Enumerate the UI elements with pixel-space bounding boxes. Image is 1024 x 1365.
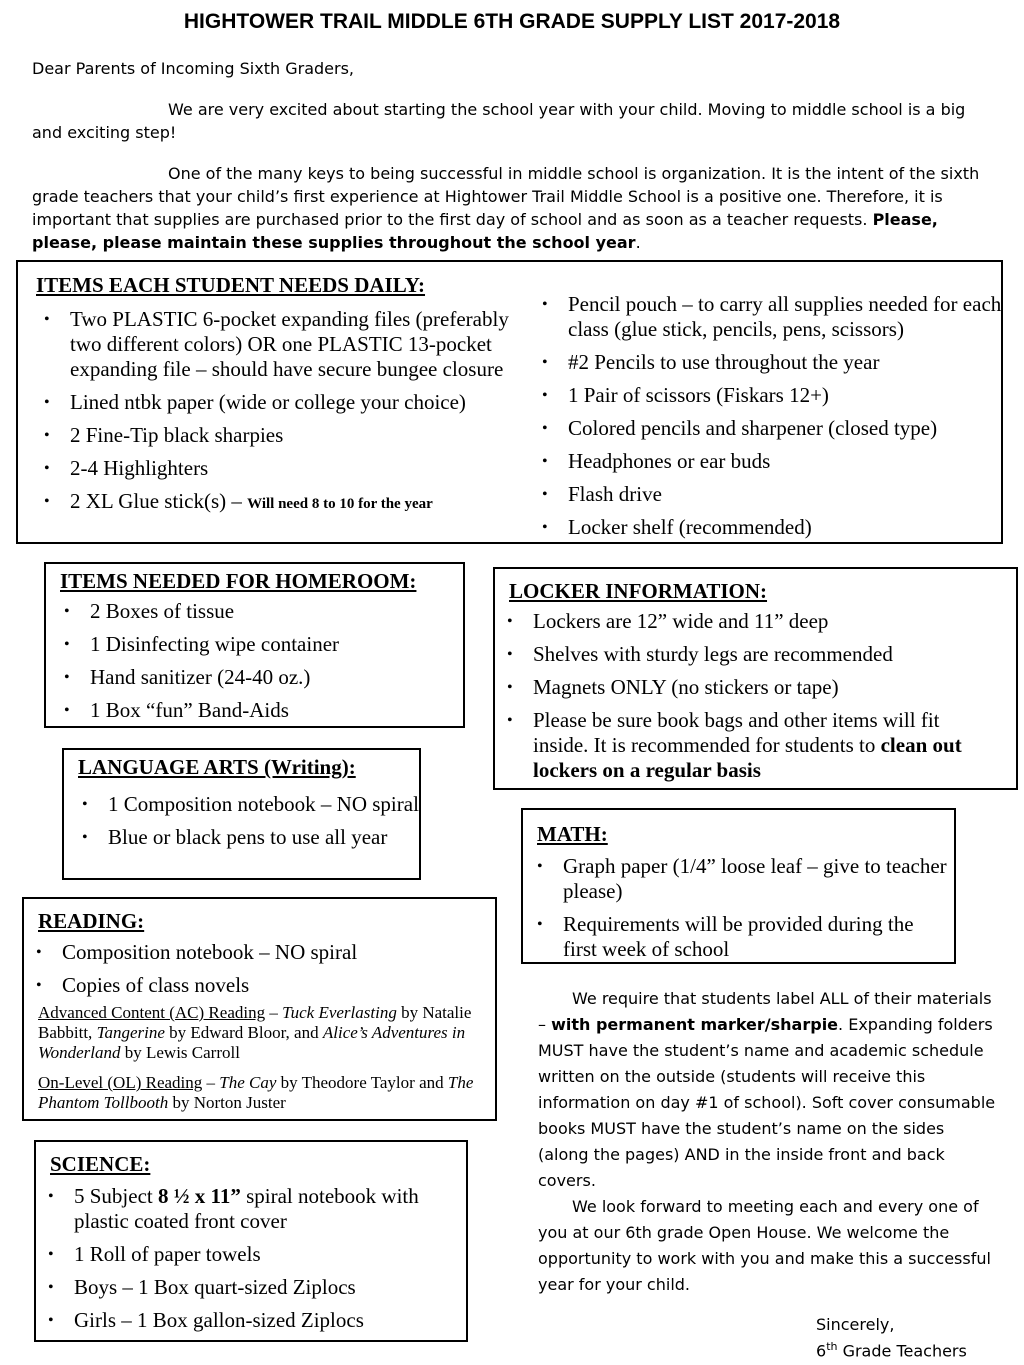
ac-book-2: Tangerine: [96, 1023, 165, 1042]
reading-ol-novels: On-Level (OL) Reading – The Cay by Theodore Taylor and The Phantom Tollbooth by Norton Juster: [38, 1073, 474, 1112]
list-item: • 2 XL Glue stick(s) – Will need 8 to 10 for the year: [44, 489, 433, 513]
list-item: • Headphones or ear buds: [542, 449, 771, 473]
list-item: • Lockers are 12” wide and 11” deep: [507, 609, 829, 633]
closing-signature: 6th Grade Teachers: [816, 1340, 967, 1361]
list-item: • Locker shelf (recommended): [542, 515, 812, 539]
bullet-icon: •: [542, 354, 548, 371]
bullet-icon: •: [507, 613, 513, 630]
list-item: • 1 Box “fun” Band-Aids: [64, 698, 289, 722]
bullet-icon: •: [64, 669, 70, 686]
list-item: • 1 Composition notebook – NO spiral: [82, 792, 419, 816]
science-heading: SCIENCE:: [50, 1152, 151, 1176]
locker-box: [493, 567, 1018, 790]
list-item: • Colored pencils and sharpener (closed type): [542, 416, 938, 440]
list-item: • Shelves with sturdy legs are recommended: [507, 642, 893, 666]
list-item: • Composition notebook – NO spiral: [36, 940, 358, 964]
locker-heading: LOCKER INFORMATION:: [509, 579, 768, 603]
ol-book-1: The Cay: [219, 1073, 277, 1092]
bullet-icon: •: [537, 858, 543, 875]
list-item: • Boys – 1 Box quart-sized Ziplocs: [48, 1275, 356, 1299]
homeroom-box: [44, 562, 465, 728]
daily-right-list: [534, 292, 1004, 548]
list-item: • Copies of class novels: [36, 973, 250, 997]
list-item: • Requirements will be provided during the first week of school: [537, 912, 914, 961]
closing-paragraph-2: We look forward to meeting each and every one of you at our 6th grade Open House. We welcome the opportunity to work with you and make this a successful year for your child.: [538, 1197, 991, 1294]
ac-book-1: Tuck Everlasting: [282, 1003, 397, 1022]
list-item: • Blue or black pens to use all year: [82, 825, 388, 849]
letter-p2-end: .: [635, 233, 641, 252]
list-item: • Flash drive: [542, 482, 662, 506]
ac-book-3: Alice’s Adventures in Wonderland: [38, 1023, 466, 1062]
bullet-icon: •: [542, 453, 548, 470]
closing-sincerely: Sincerely,: [816, 1315, 895, 1334]
ol-label: On-Level (OL) Reading: [38, 1073, 203, 1092]
bullet-icon: •: [44, 427, 50, 444]
math-list: [529, 854, 949, 970]
bullet-icon: •: [36, 977, 42, 994]
list-item: • Two PLASTIC 6-pocket expanding files (preferably two different colors) OR one PLASTIC 13-pocket expanding file – should have secure bungee closure: [44, 307, 509, 381]
bullet-icon: •: [44, 394, 50, 411]
homeroom-list: [56, 599, 456, 731]
list-item: • 1 Disinfecting wipe container: [64, 632, 340, 656]
bullet-icon: •: [542, 387, 548, 404]
bullet-icon: •: [82, 829, 88, 846]
glue-note: Will need 8 to 10 for the year: [247, 496, 433, 512]
bullet-icon: •: [82, 796, 88, 813]
bullet-icon: •: [64, 702, 70, 719]
bullet-icon: •: [48, 1246, 54, 1263]
math-box: [521, 808, 956, 964]
bullet-icon: •: [542, 296, 548, 313]
list-item: • Pencil pouch – to carry all supplies needed for each class (glue stick, pencils, pens, scissors): [542, 292, 1002, 341]
daily-items-box: [16, 260, 1003, 544]
daily-left-list: [36, 307, 526, 525]
bullet-icon: •: [542, 420, 548, 437]
letter-p2-text: One of the many keys to being successful in middle school is organization. It is the intent of the sixth grade teachers that your child’s first experience at Hightower Trail Middle School is a positive one. Therefore, it is important that supplies are purchased prior to the first day of school and as soon as a teacher requests.: [32, 164, 980, 229]
bullet-icon: •: [44, 311, 50, 328]
list-item: • Magnets ONLY (no stickers or tape): [507, 675, 839, 699]
math-heading: MATH:: [537, 822, 608, 846]
list-item: • 2-4 Highlighters: [44, 456, 209, 480]
list-item: • Girls – 1 Box gallon-sized Ziplocs: [48, 1308, 364, 1332]
letter-salutation: Dear Parents of Incoming Sixth Graders,: [32, 59, 354, 78]
list-item: • Hand sanitizer (24-40 oz.): [64, 665, 311, 689]
bullet-icon: •: [542, 486, 548, 503]
bullet-icon: •: [44, 460, 50, 477]
closing-emphasis: with permanent marker/sharpie: [551, 1015, 839, 1034]
bullet-icon: •: [48, 1279, 54, 1296]
bullet-icon: •: [537, 916, 543, 933]
language-arts-list: [74, 792, 419, 858]
reading-heading: READING:: [38, 909, 145, 933]
bullet-icon: •: [64, 636, 70, 653]
letter-p2-bold: Please, please, please maintain these supplies throughout the school year: [32, 210, 938, 252]
list-item: • 2 Fine-Tip black sharpies: [44, 423, 284, 447]
bullet-icon: •: [64, 603, 70, 620]
bullet-icon: •: [542, 519, 548, 536]
science-box: [34, 1140, 468, 1342]
list-item: • #2 Pencils to use throughout the year: [542, 350, 880, 374]
science-list: [40, 1184, 460, 1341]
list-item: • 5 Subject 8 ½ x 11” spiral notebook with plastic coated front cover: [48, 1184, 419, 1233]
locker-emphasis: clean out lockers on a regular basis: [533, 733, 962, 782]
homeroom-heading: ITEMS NEEDED FOR HOMEROOM:: [60, 569, 417, 593]
bullet-icon: •: [48, 1312, 54, 1329]
language-arts-heading: LANGUAGE ARTS (Writing):: [78, 755, 356, 779]
daily-heading: ITEMS EACH STUDENT NEEDS DAILY:: [36, 273, 426, 297]
reading-ac-novels: Advanced Content (AC) Reading – Tuck Everlasting by Natalie Babbitt, Tangerine by Edward Bloor, and Alice’s Adventures in Wonderland by Lewis Carroll: [38, 1003, 472, 1062]
notebook-size: 8 ½ x 11”: [158, 1184, 241, 1208]
list-item: • 1 Roll of paper towels: [48, 1242, 261, 1266]
list-item: • Lined ntbk paper (wide or college your choice): [44, 390, 466, 414]
locker-list: [499, 609, 969, 791]
list-item: • 2 Boxes of tissue: [64, 599, 235, 623]
ac-label: Advanced Content (AC) Reading: [38, 1003, 266, 1022]
bullet-icon: •: [507, 646, 513, 663]
list-item: • 1 Pair of scissors (Fiskars 12+): [542, 383, 829, 407]
bullet-icon: •: [36, 944, 42, 961]
letter-paragraph-1: We are very excited about starting the school year with your child. Moving to middle school is a big and exciting step!: [32, 100, 966, 142]
list-item: • Please be sure book bags and other items will fit inside. It is recommended for students to clean out lockers on a regular basis: [507, 708, 962, 782]
closing-paragraph-1: We require that students label ALL of their materials – with permanent marker/sharpie. Expanding folders MUST have the student’s name and academic schedule written on the outside (students will receive this information on day #1 of school). Soft cover consumable books MUST have the student’s name on the sides (along the pages) AND in the inside front and back covers.: [538, 989, 996, 1190]
bullet-icon: •: [507, 712, 513, 729]
bullet-icon: •: [48, 1188, 54, 1205]
letter-paragraph-2: [32, 162, 992, 254]
bullet-icon: •: [44, 493, 50, 510]
bullet-icon: •: [507, 679, 513, 696]
list-item: • Graph paper (1/4” loose leaf – give to teacher please): [537, 854, 947, 903]
language-arts-box: [62, 748, 421, 880]
ol-book-2: The Phantom Tollbooth: [38, 1073, 474, 1112]
reading-box: [22, 897, 497, 1121]
page-title: HIGHTOWER TRAIL MIDDLE 6TH GRADE SUPPLY LIST 2017-2018: [183, 10, 841, 33]
reading-list: [28, 940, 488, 1006]
